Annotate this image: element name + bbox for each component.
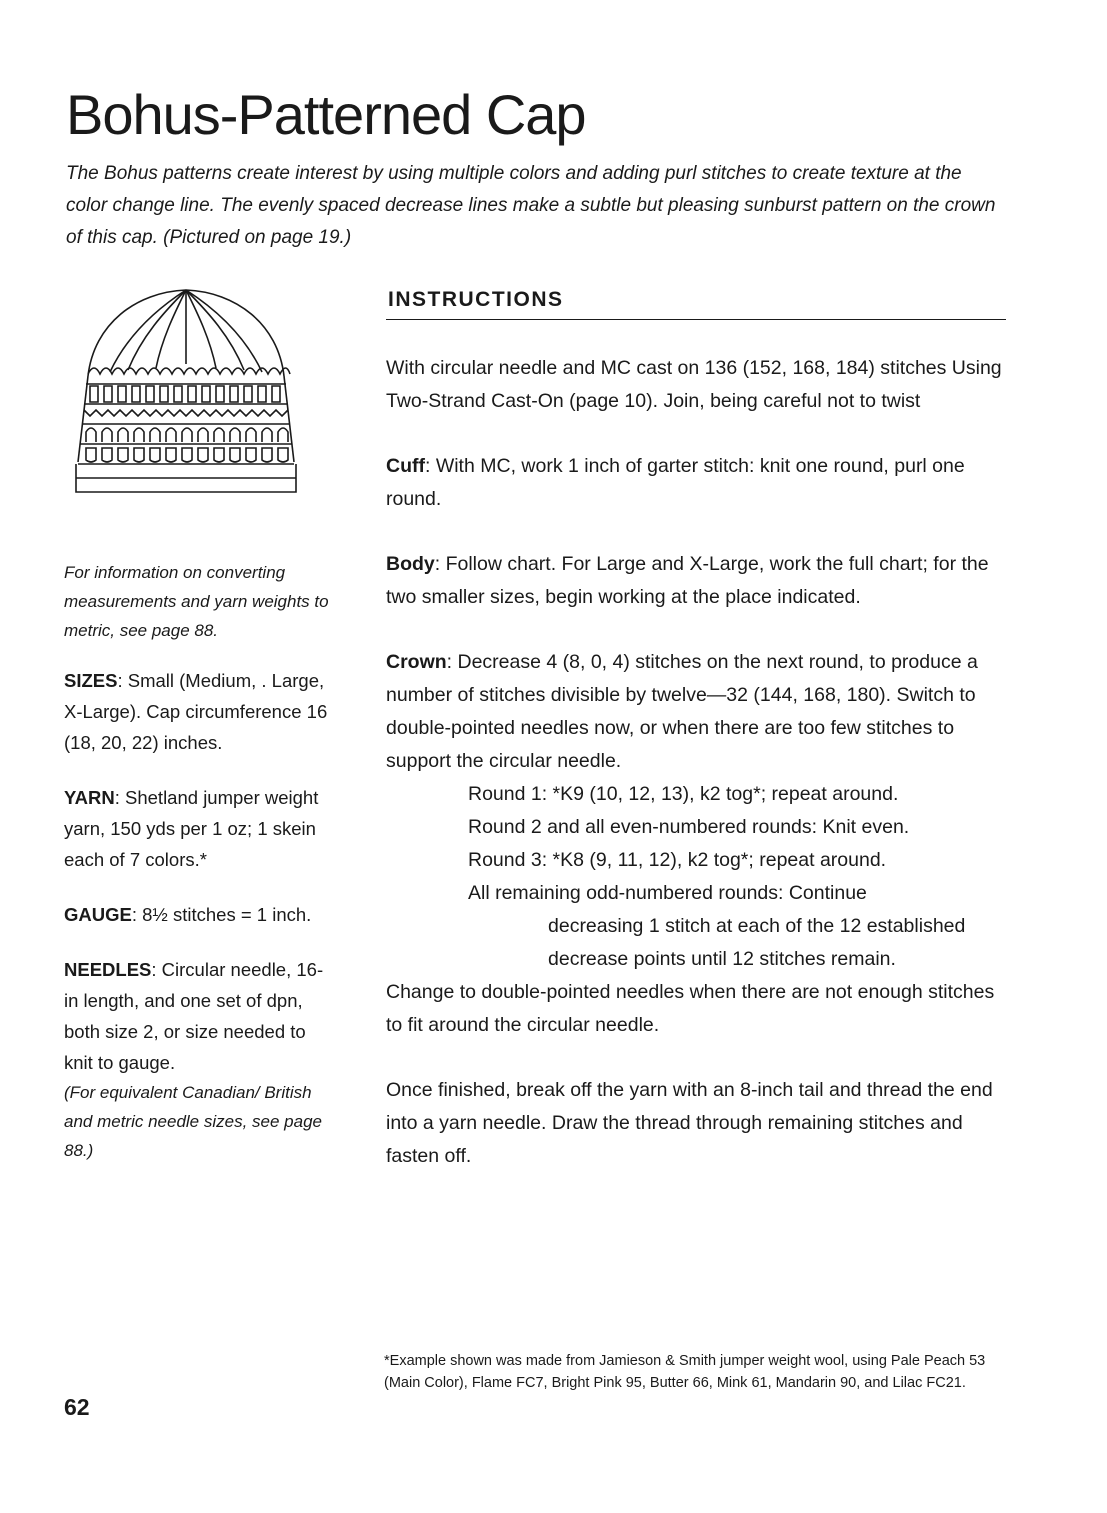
yarn-text: : Shetland jumper weight yarn, 150 yds per 1 oz; 1 skein each of 7 colors.*	[64, 787, 319, 870]
sizes-spec	[64, 665, 336, 758]
cap-illustration	[66, 284, 306, 504]
round-2: Round 2 and all even-numbered rounds: Knit even.	[468, 816, 910, 838]
gauge-spec	[64, 899, 336, 930]
needles-label: NEEDLES	[64, 959, 152, 980]
sidebar	[64, 558, 336, 1189]
sizes-text: : Small (Medium, . Large, X-Large). Cap circumference 16 (18, 20, 22) inches.	[64, 670, 328, 753]
page-number: 62	[64, 1394, 90, 1420]
sizes-label: SIZES	[64, 670, 118, 691]
body-text: : Follow chart. For Large and X-Large, work the full chart; for the two smaller sizes, begin working at the place indicated.	[386, 553, 989, 608]
metric-note: For information on converting measurements and yarn weights to metric, see page 88.	[64, 563, 329, 640]
heading-rule	[386, 319, 1006, 320]
cast-on-paragraph: With circular needle and MC cast on 136 (152, 168, 184) stitches Using Two-Strand Cast-On (page 10). Join, being careful not to twist	[386, 357, 1002, 412]
needles-note: (For equivalent Canadian/ British and metric needle sizes, see page 88.)	[64, 1083, 322, 1160]
finish-paragraph: Once finished, break off the yarn with an 8-inch tail and thread the end into a yarn needle. Draw the thread through remaining stitches and fasten off.	[386, 1079, 993, 1167]
body-paragraph	[386, 548, 1011, 614]
cuff-label: Cuff	[386, 455, 425, 477]
round-remaining-cont: decreasing 1 stitch at each of the 12 established decrease points until 12 stitches remain.	[548, 915, 966, 970]
instructions-body	[386, 352, 1011, 1205]
page-title: Bohus-Patterned Cap	[66, 83, 586, 146]
needles-text: : Circular needle, 16-in length, and one set of dpn, both size 2, or size needed to knit to gauge.	[64, 959, 324, 1073]
yarn-spec	[64, 782, 336, 875]
cuff-text: : With MC, work 1 inch of garter stitch: knit one round, purl one round.	[386, 455, 965, 510]
instructions-heading: INSTRUCTIONS	[388, 288, 564, 311]
cuff-paragraph	[386, 450, 1011, 516]
crown-text: : Decrease 4 (8, 0, 4) stitches on the next round, to produce a number of stitches divisible by twelve—32 (144, 168, 180). Switch to double-pointed needles now, or when there are too few stitches to support the circular needle.	[386, 651, 978, 772]
intro-text: The Bohus patterns create interest by using multiple colors and adding purl stitches to create texture at the color change line. The evenly spaced decrease lines make a subtle but pleasing sunburst pattern on the crown of this cap. (Pictured on page 19.)	[66, 163, 996, 248]
body-label: Body	[386, 553, 435, 575]
footnote: *Example shown was made from Jamieson & Smith jumper weight wool, using Pale Peach 53 (Main Color), Flame FC7, Bright Pink 95, Butter 66, Mink 61, Mandarin 90, and Lilac FC21.	[384, 1353, 986, 1391]
round-1: Round 1: *K9 (10, 12, 13), k2 tog*; repeat around.	[468, 783, 899, 805]
gauge-label: GAUGE	[64, 904, 132, 925]
round-remaining: All remaining odd-numbered rounds: Continue	[468, 882, 867, 904]
yarn-label: YARN	[64, 787, 115, 808]
crown-label: Crown	[386, 651, 447, 673]
crown-paragraph	[386, 646, 1011, 778]
round-3: Round 3: *K8 (9, 11, 12), k2 tog*; repeat around.	[468, 849, 887, 871]
change-paragraph: Change to double-pointed needles when there are not enough stitches to fit around the circular needle.	[386, 981, 995, 1036]
needles-spec	[64, 954, 336, 1165]
gauge-text: : 8½ stitches = 1 inch.	[131, 904, 312, 925]
